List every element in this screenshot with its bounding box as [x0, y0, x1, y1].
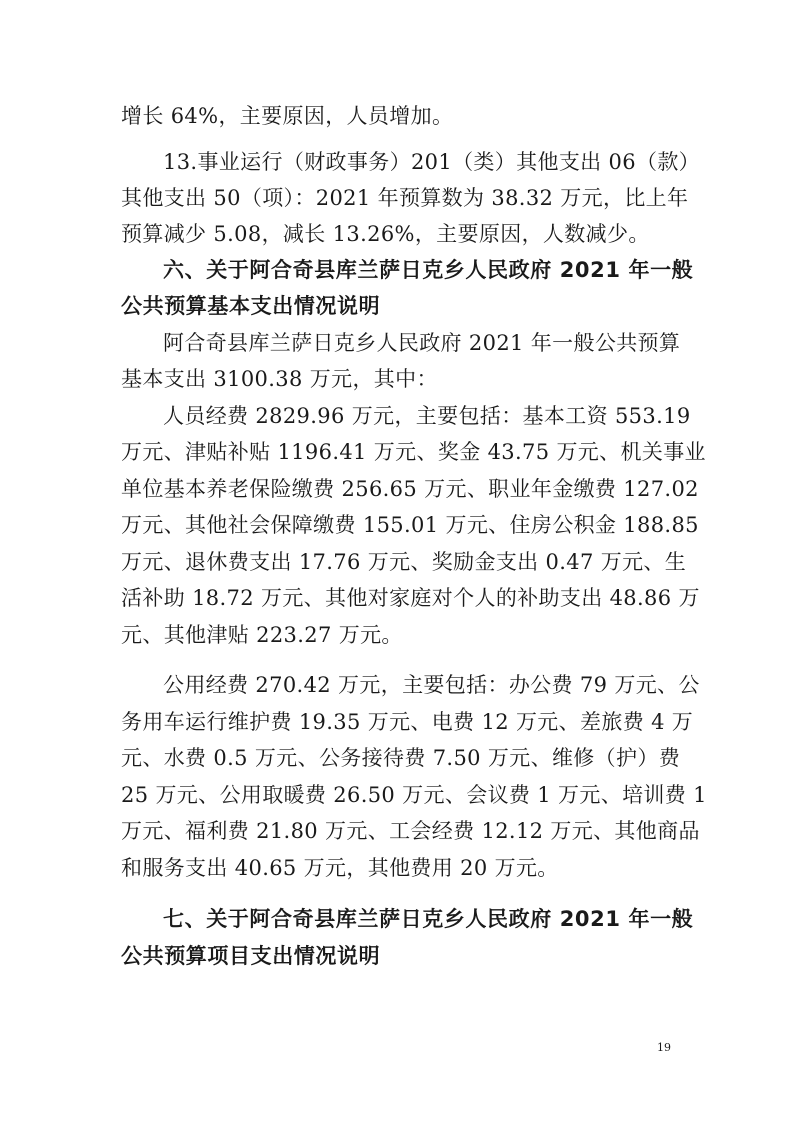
paragraph-line: 阿合奇县库兰萨日克乡人民政府 2021 年一般公共预算	[163, 331, 681, 355]
section-heading: 六、关于阿合奇县库兰萨日克乡人民政府 2021 年一般	[163, 258, 694, 282]
paragraph-line: 13.事业运行（财政事务）201（类）其他支出 06（款）	[163, 150, 701, 174]
paragraph-line: 元、其他津贴 223.27 万元。	[121, 623, 403, 647]
section-heading: 公共预算基本支出情况说明	[121, 294, 381, 318]
section-heading: 七、关于阿合奇县库兰萨日克乡人民政府 2021 年一般	[163, 907, 694, 931]
paragraph-line: 预算减少 5.08，减长 13.26%，主要原因，人数减少。	[121, 222, 650, 246]
paragraph-line: 万元、津贴补贴 1196.41 万元、奖金 43.75 万元、机关事业	[121, 440, 706, 464]
paragraph-line: 人员经费 2829.96 万元，主要包括：基本工资 553.19	[163, 404, 691, 428]
paragraph-line: 活补助 18.72 万元、其他对家庭对个人的补助支出 48.86 万	[121, 586, 700, 610]
paragraph-line: 基本支出 3100.38 万元，其中：	[121, 367, 438, 391]
paragraph-line: 单位基本养老保险缴费 256.65 万元、职业年金缴费 127.02	[121, 477, 699, 501]
paragraph-line: 25 万元、公用取暖费 26.50 万元、会议费 1 万元、培训费 1	[121, 783, 707, 807]
paragraph-line: 其他支出 50（项）：2021 年预算数为 38.32 万元，比上年	[121, 186, 689, 210]
paragraph-line: 增长 64%，主要原因，人员增加。	[121, 104, 454, 128]
paragraph-line: 和服务支出 40.65 万元，其他费用 20 万元。	[121, 856, 559, 880]
paragraph-line: 元、水费 0.5 万元、公务接待费 7.50 万元、维修（护）费	[121, 746, 681, 770]
paragraph-line: 万元、福利费 21.80 万元、工会经费 12.12 万元、其他商品	[121, 819, 700, 843]
paragraph-line: 万元、其他社会保障缴费 155.01 万元、住房公积金 188.85	[121, 513, 699, 537]
paragraph-line: 万元、退休费支出 17.76 万元、奖励金支出 0.47 万元、生	[121, 550, 687, 574]
paragraph-line: 公用经费 270.42 万元，主要包括：办公费 79 万元、公	[163, 673, 700, 697]
paragraph-line: 务用车运行维护费 19.35 万元、电费 12 万元、差旅费 4 万	[121, 710, 694, 734]
section-heading: 公共预算项目支出情况说明	[121, 944, 381, 968]
page-number: 19	[657, 1041, 671, 1054]
